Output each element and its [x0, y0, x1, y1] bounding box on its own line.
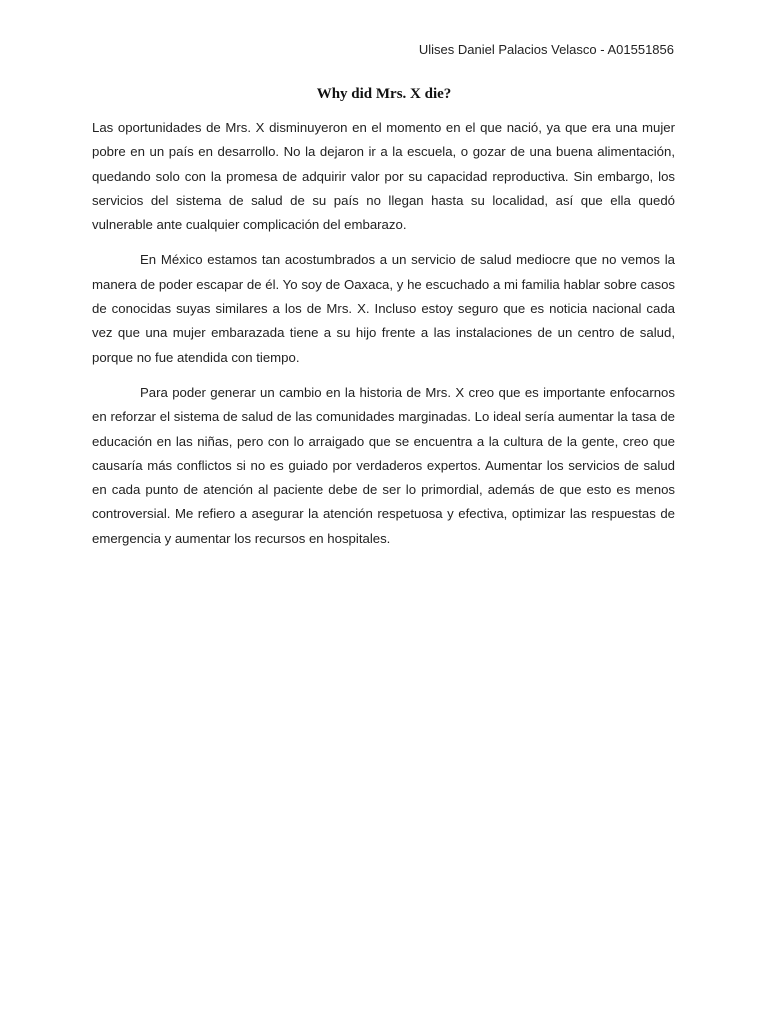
document-title: Why did Mrs. X die?: [316, 86, 452, 102]
document-body: [92, 116, 675, 562]
paragraph-1: Las oportunidades de Mrs. X disminuyeron en el momento en el que nació, ya que era una mujer pobre en un país en desarrollo. No la dejaron ir a la escuela, o gozar de una buena alimentación, quedando solo con la promesa de adquirir valor por su capacidad reproductiva. Sin embargo, los servicios del sistema de salud de su país no llegan hasta su localidad, así que ella quedó vulnerable ante cualquier complicación del embarazo.: [92, 120, 675, 233]
paragraph-3: Para poder generar un cambio en la historia de Mrs. X creo que es importante enfocarnos en reforzar el sistema de salud de las comunidades marginadas. Lo ideal sería aumentar la tasa de educación en las niñas, pero con lo arraigado que se encuentra a la cultura de la gente, creo que causaría más conflictos si no es guiado por verdaderos expertos. Aumentar los servicios de salud en cada punto de atención al paciente debe de ser lo primordial, además de que esto es menos controversial. Me refiero a asegurar la atención respetuosa y efectiva, optimizar las respuestas de emergencia y aumentar los recursos en hospitales.: [92, 384, 675, 546]
author-header: Ulises Daniel Palacios Velasco - A01551856: [418, 42, 674, 57]
paragraph-2: En México estamos tan acostumbrados a un servicio de salud mediocre que no vemos la manera de poder escapar de él. Yo soy de Oaxaca, y he escuchado a mi familia hablar sobre casos de conocidas suyas similares a los de Mrs. X. Incluso estoy seguro que es noticia nacional cada vez que una mujer embarazada tiene a su hijo frente a las instalaciones de un centro de salud, porque no fue atendida con tiempo.: [92, 252, 675, 365]
